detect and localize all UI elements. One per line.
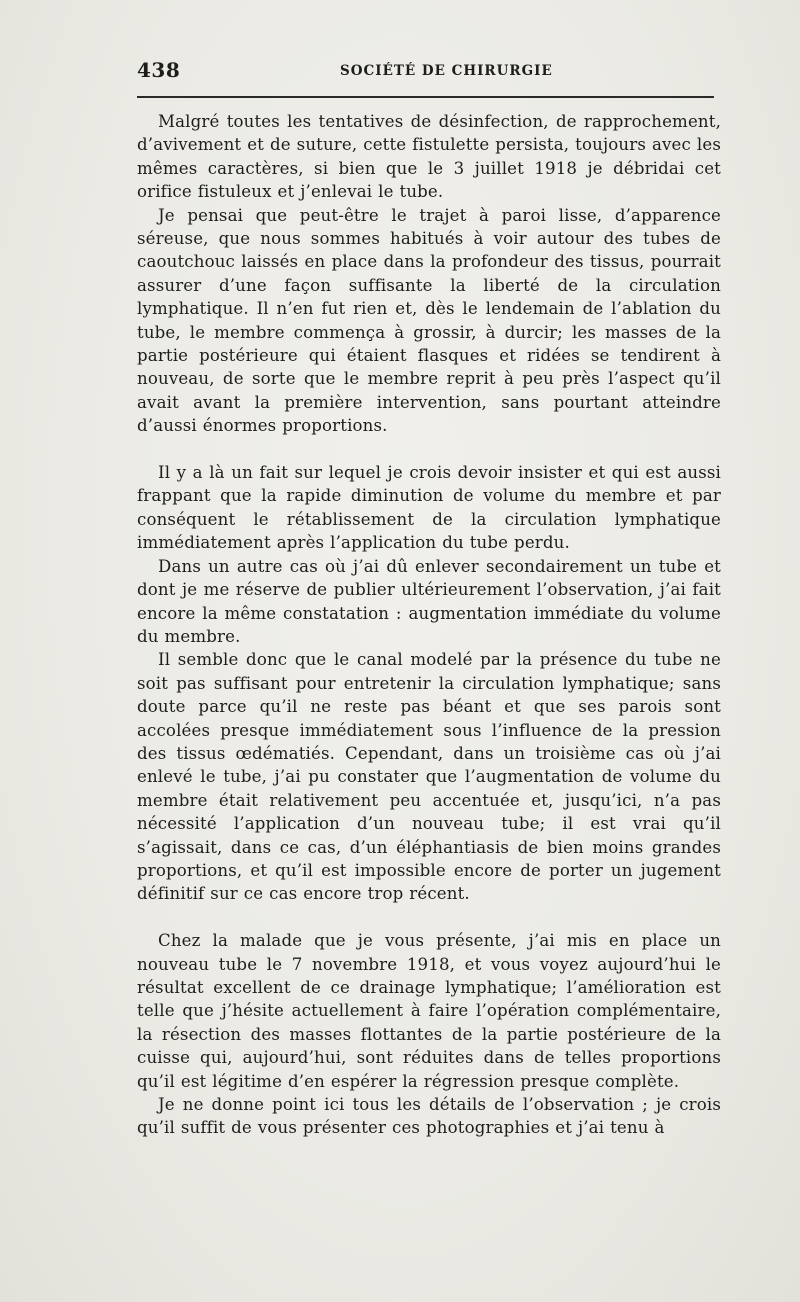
running-head: SOCIÉTÉ DE CHIRURGIE — [340, 63, 553, 79]
paragraph: Il semble donc que le canal modelé par la présence du tube ne soit pas suffisant pour entretenir la circulation lymphatique; sans doute parce qu’il ne reste pas béant et que ses parois sont accolées presque immédiatement sous l’influence de la pression des tissus œdématiés. Cependant, dans un troisième cas où j’ai enlevé le tube, j’ai pu constater que l’augmentation de volume du membre était relativement peu accentuée et, jusqu’ici, n’a pas nécessité l’application d’un nouveau tube; il est vrai qu’il s’agissait, dans ce cas, d’un éléphantiasis de bien moins grandes proportions, et qu’il est impossible encore de porter un jugement définitif sur ce cas encore trop récent. — [137, 650, 721, 904]
paragraph: Il y a là un fait sur lequel je crois devoir insister et qui est aussi frappant que la rapide diminution de volume du membre et par conséquent le rétablissement de la circulation lymphatique immédiatement après l’application du tube perdu. — [137, 463, 721, 553]
page-header — [137, 58, 714, 88]
paragraph: Dans un autre cas où j’ai dû enlever secondairement un tube et dont je me réserve de publier ultérieurement l’observation, j’ai fait encore la même constatation : augmentation immédiate du volume du membre. — [137, 556, 721, 646]
paragraph: Chez la malade que je vous présente, j’ai mis en place un nouveau tube le 7 novembre 1918, et vous voyez aujourd’hui le résultat excellent de ce drainage lymphatique; l’amélioration est telle que j’hésite actuellement à faire l’opération complémentaire, la résection des masses flottantes de la partie postérieure de la cuisse qui, aujourd’hui, sont réduites dans de telles proportions qu’il est légitime d’en espérer la régression presque complète. — [137, 931, 721, 1091]
paragraph: Je pensai que peut-être le trajet à paroi lisse, d’apparence séreuse, que nous sommes habitués à voir autour des tubes de caoutchouc laissés en place dans la profondeur des tissus, pourrait assurer d’une façon suffisante la liberté de la circulation lymphatique. Il n’en fut rien et, dès le lendemain de l’ablation du tube, le membre commença à grossir, à durcir; les masses de la partie postérieure qui étaient flasques et ridées se tendirent à nouveau, de sorte que le membre reprit à peu près l’aspect qu’il avait avant la première intervention, sans pourtant atteindre d’aussi énormes proportions. — [137, 205, 721, 436]
paragraph: Je ne donne point ici tous les détails de l’observation ; je crois qu’il suffit de vous présenter ces photographies et j’ai tenu à — [137, 1095, 721, 1138]
paragraph: Malgré toutes les tentatives de désinfection, de rapprochement, d’avivement et de suture, cette fistulette persista, toujours avec les mêmes caractères, si bien que le 3 juillet 1918 je débridai cet orifice fistuleux et j’enlevai le tube. — [137, 112, 721, 202]
header-rule — [137, 96, 714, 98]
page-number: 438 — [137, 58, 181, 82]
body-text — [137, 110, 721, 1140]
